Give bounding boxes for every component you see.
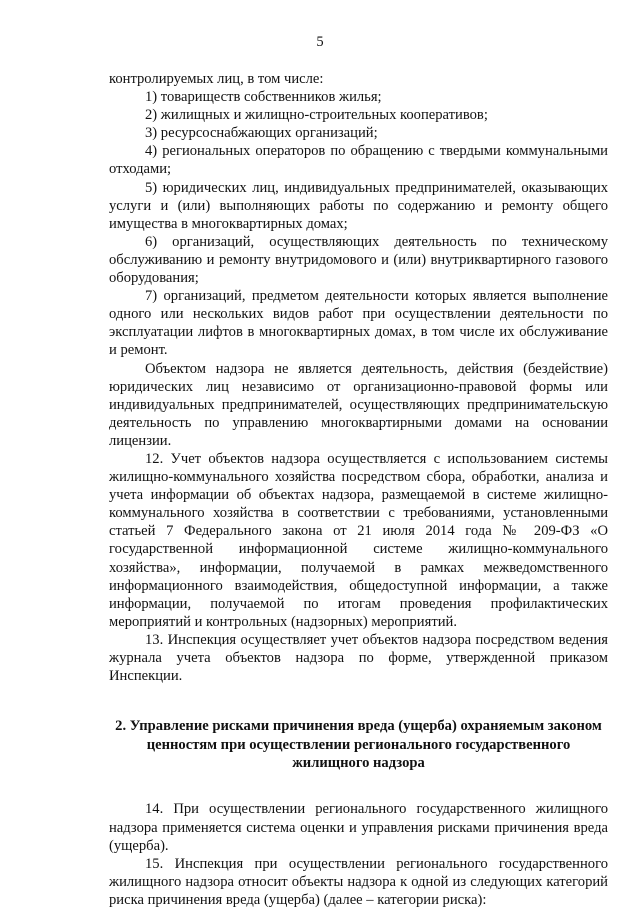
paragraph-12: 12. Учет объектов надзора осуществляется с использованием системы жилищно-коммунального хозяйства посредством сбора, обработки, анализа и учета информации об объектах надзора, размещаемой в системе жилищно-коммунального хозяйства в соответствии с требованиями, установленными статьей 7 Федерального закона от 21 июля 2014 года № 209-ФЗ «О государственной информационной системе жилищно-коммунального хозяйства», информации, получаемой в рамках межведомственного информационного взаимодействия, общедоступной информации, а также информации, получаемой по итогам проведения профилактических мероприятий и контрольных (надзорных) мероприятий. <box>109 450 608 630</box>
list-item-4: 4) региональных операторов по обращению с твердыми коммунальными отходами; <box>109 143 608 178</box>
list-item-7: 7) организаций, предметом деятельности которых является выполнение одного или нескольких видов работ при осуществлении деятельности по эксплуатации лифтов в многоквартирных домах, в том числе их обслуживание и ремонт. <box>109 288 608 359</box>
page-number: 5 <box>316 34 324 50</box>
list-item-6: 6) организаций, осуществляющих деятельность по техническому обслуживанию и ремонту внутридомового и (или) внутриквартирного газового оборудования; <box>109 233 608 287</box>
document-body <box>109 70 608 909</box>
section-heading: 2. Управление рисками причинения вреда (ущерба) охраняемым законом ценностям при осуществлении регионального государственного жилищного надзора <box>115 718 602 771</box>
paragraph-15: 15. Инспекция при осуществлении регионального государственного жилищного надзора относит объекты надзора к одной из следующих категорий риска причинения вреда (ущерба) (далее – категории риска): <box>109 855 608 908</box>
paragraph-intro: контролируемых лиц, в том числе: <box>109 71 324 87</box>
list-item-2: 2) жилищных и жилищно-строительных кооперативов; <box>145 107 488 124</box>
paragraph-14: 14. При осуществлении регионального государственного жилищного надзора применяется система оценки и управления рисками причинения вреда (ущерба). <box>109 801 608 854</box>
list-item-1: 1) товариществ собственников жилья; <box>145 89 382 106</box>
list-item-5: 5) юридических лиц, индивидуальных предпринимателей, оказывающих услуги и (или) выполняющих работы по содержанию и ремонту общего имущества в многоквартирных домах; <box>109 179 608 232</box>
paragraph-exclusion: Объектом надзора не является деятельность, действия (бездействие) юридических лиц независимо от организационно-правовой формы или индивидуальных предпринимателей, осуществляющих предпринимательскую деятельность по управлению многоквартирными домами на основании лицензии. <box>109 360 608 449</box>
paragraph-13: 13. Инспекция осуществляет учет объектов надзора посредством ведения журнала учета объектов надзора по форме, утвержденной приказом Инспекции. <box>109 631 608 685</box>
list-item-3: 3) ресурсоснабжающих организаций; <box>145 125 378 142</box>
